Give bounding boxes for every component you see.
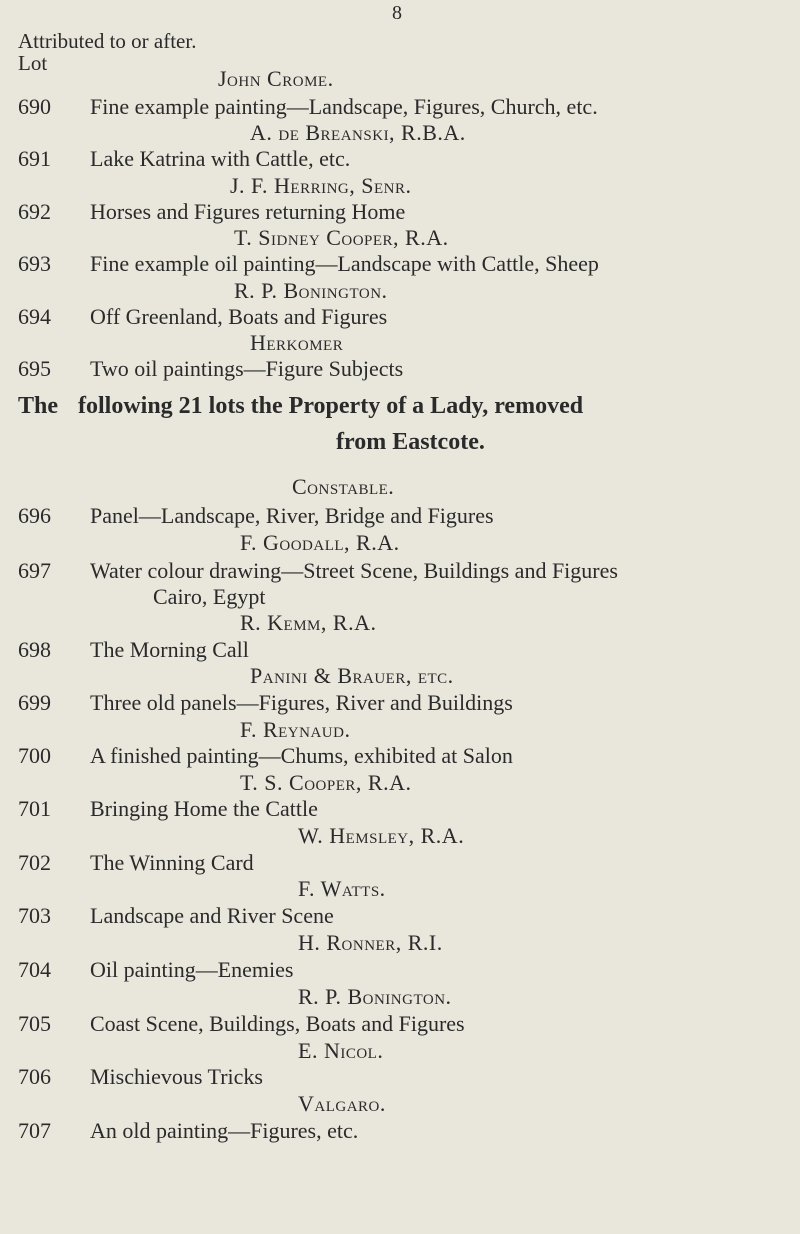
lot-number: 705 xyxy=(18,1011,51,1036)
lot-number: 693 xyxy=(18,251,51,276)
lot-description: An old painting—Figures, etc. xyxy=(90,1118,359,1143)
lot-number: 703 xyxy=(18,903,51,928)
lot-number: 701 xyxy=(18,796,51,821)
lot-number: 700 xyxy=(18,743,51,768)
provenance-label: The xyxy=(18,393,59,419)
artist-name: E. Nicol. xyxy=(298,1038,384,1063)
lot-description: Mischievous Tricks xyxy=(90,1064,263,1089)
lot-description: Panel—Landscape, River, Bridge and Figures xyxy=(90,503,494,528)
lot-description: Bringing Home the Cattle xyxy=(90,796,318,821)
lot-number: 696 xyxy=(18,503,51,528)
artist-name: Panini & Brauer, etc. xyxy=(250,663,454,688)
artist-name: H. Ronner, R.I. xyxy=(298,930,443,955)
lot-description-continued: Cairo, Egypt xyxy=(153,584,266,609)
lot-number: 691 xyxy=(18,146,51,171)
artist-name: F. Watts. xyxy=(298,876,386,901)
lot-number: 694 xyxy=(18,304,51,329)
lot-description: Oil painting—Enemies xyxy=(90,957,294,982)
lot-number: 704 xyxy=(18,957,51,982)
lot-column-label: Lot xyxy=(18,51,48,75)
lot-description: Three old panels—Figures, River and Buildings xyxy=(90,690,513,715)
provenance-line-1: following 21 lots the Property of a Lady, removed xyxy=(78,393,584,419)
provenance-line-2: from Eastcote. xyxy=(336,429,485,455)
artist-name: A. de Breanski, R.B.A. xyxy=(250,120,466,145)
lot-description: Water colour drawing—Street Scene, Buildings and Figures xyxy=(90,558,618,583)
lot-description: Lake Katrina with Cattle, etc. xyxy=(90,146,351,171)
artist-name: Herkomer xyxy=(250,330,344,355)
artist-name: T. S. Cooper, R.A. xyxy=(240,770,412,795)
lot-number: 695 xyxy=(18,356,51,381)
lot-number: 707 xyxy=(18,1118,51,1143)
lot-description: A finished painting—Chums, exhibited at Salon xyxy=(90,743,513,768)
artist-name: W. Hemsley, R.A. xyxy=(298,823,465,848)
artist-name: R. P. Bonington. xyxy=(298,984,452,1009)
lot-number: 692 xyxy=(18,199,51,224)
artist-name: J. F. Herring, Senr. xyxy=(230,173,412,198)
artist-name: R. P. Bonington. xyxy=(234,278,388,303)
lot-description: Landscape and River Scene xyxy=(90,903,334,928)
lot-number: 697 xyxy=(18,558,51,583)
lot-description: Fine example painting—Landscape, Figures, Church, etc. xyxy=(90,94,598,119)
page-number: 8 xyxy=(392,2,402,24)
lot-description: The Morning Call xyxy=(90,637,249,662)
artist-name: John Crome. xyxy=(218,66,334,91)
lot-number: 690 xyxy=(18,94,51,119)
lot-description: The Winning Card xyxy=(90,850,254,875)
lot-number: 698 xyxy=(18,637,51,662)
lot-number: 699 xyxy=(18,690,51,715)
lot-number: 702 xyxy=(18,850,51,875)
lot-number: 706 xyxy=(18,1064,51,1089)
lot-description: Coast Scene, Buildings, Boats and Figures xyxy=(90,1011,465,1036)
artist-name: R. Kemm, R.A. xyxy=(240,610,377,635)
lot-description: Two oil paintings—Figure Subjects xyxy=(90,356,404,381)
attributed-heading: Attributed to or after. xyxy=(18,29,197,53)
artist-name: T. Sidney Cooper, R.A. xyxy=(234,225,449,250)
artist-name: Valgaro. xyxy=(298,1091,386,1116)
page-header xyxy=(18,30,196,74)
lot-description: Fine example oil painting—Landscape with Cattle, Sheep xyxy=(90,251,599,276)
lot-description: Horses and Figures returning Home xyxy=(90,199,406,224)
artist-name: F. Goodall, R.A. xyxy=(240,530,400,555)
artist-name: F. Reynaud. xyxy=(240,717,351,742)
lot-description: Off Greenland, Boats and Figures xyxy=(90,304,388,329)
artist-name: Constable. xyxy=(292,474,395,499)
